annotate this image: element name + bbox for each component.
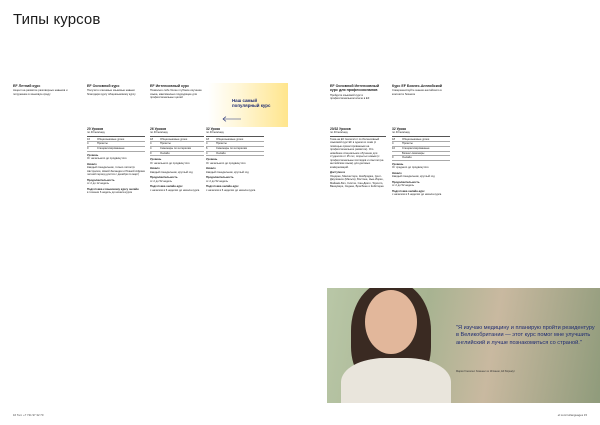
page-title: Типы курсов xyxy=(13,11,101,28)
course-description: Совершенствуйте знания английского в контексте бизнеса xyxy=(392,89,442,96)
lesson-type: Проекты xyxy=(216,142,227,146)
course-name: EF Интенсивный курс xyxy=(150,84,190,88)
duration-text: от 2 до 52 недель xyxy=(150,179,173,183)
course-details xyxy=(392,127,450,198)
lessons-count: 20 Уроков xyxy=(87,127,104,131)
lessons-count: 26 Уроков xyxy=(150,127,167,131)
start-text: Каждый понедельник, круглый год xyxy=(206,170,249,174)
duration-text: от 2 до 12 недель xyxy=(87,182,110,186)
level-text: От начального до продвинутого xyxy=(206,161,246,165)
lesson-type: Онлайн xyxy=(216,151,226,155)
course-header xyxy=(87,84,141,96)
duration-title: Продолжительность xyxy=(206,176,234,180)
start-title: Доступен в xyxy=(330,171,346,175)
divider xyxy=(206,136,264,137)
lesson-type: Общеязыковые уроки xyxy=(402,137,430,141)
lesson-type: Семинары по интересам xyxy=(216,147,247,151)
course-details xyxy=(206,127,264,194)
lesson-count: 4 xyxy=(87,142,89,146)
lessons-count: 32 Урока xyxy=(392,127,407,131)
start-text: Каждый понедельник, круглый год xyxy=(150,170,193,174)
online-title: Подготовка онлайн-курс xyxy=(150,185,183,189)
duration-text: от 2 до 52 недель xyxy=(392,184,415,188)
lesson-count: 16 xyxy=(87,137,90,141)
online-title: Подготовка онлайн-курс xyxy=(206,185,239,189)
student-quote: "Я изучаю медицину и планирую пройти резидентуру в Великобритании — этот курс помог мне улучшить английский и лучше познакомиться со страной." xyxy=(456,325,595,346)
lesson-count: 0 xyxy=(392,156,394,160)
course-details xyxy=(330,127,386,190)
lesson-row xyxy=(150,152,204,157)
lesson-row xyxy=(87,147,145,152)
duration-text: от 2 до 52 недель xyxy=(206,179,229,183)
start-text: Каждый понедельник, круглый год xyxy=(392,175,435,179)
level-title: Уровень xyxy=(392,162,404,166)
course-name: EF Основной Интенсивный курс для профессионалов xyxy=(330,84,380,93)
course-description: Позвольте себе более глубокое изучение языка, максимально подходящее для профессиональных целей xyxy=(150,89,202,100)
divider xyxy=(392,136,450,137)
lesson-type: Проекты xyxy=(97,142,108,146)
lessons-duration: по 40 мин/нед. xyxy=(150,131,169,134)
level-title: Уровень xyxy=(150,158,162,162)
online-text: с началом в 6 неделях до начала курса xyxy=(392,193,442,197)
duration-title: Продолжительность xyxy=(392,180,420,184)
lesson-count: 18 xyxy=(150,137,153,141)
lesson-type: Общеязыковые уроки xyxy=(160,137,188,141)
lesson-type: Проекты xyxy=(402,142,413,146)
lesson-count: 4 xyxy=(392,142,394,146)
lessons-duration: по 40 мин/нед. xyxy=(87,131,106,134)
lesson-type: Специализированные xyxy=(402,147,430,151)
start-title: Начало xyxy=(392,171,402,175)
lesson-type: Общеязыковые уроки xyxy=(216,137,244,141)
quote-signature: Мария Гонсалес Хименес из Испании, EF Борнмут xyxy=(456,370,516,373)
level-title: Уровень xyxy=(206,158,218,162)
duration-title: Продолжительность xyxy=(87,178,115,182)
lesson-count: 4 xyxy=(206,151,208,155)
course-header xyxy=(150,84,208,100)
lesson-count: 10 xyxy=(392,147,395,151)
online-text: в течение 6 недель до начала курса xyxy=(87,191,133,195)
divider xyxy=(330,136,386,137)
online-text: с началом в 6 неделях до начала курса xyxy=(150,188,200,192)
lesson-count: 4 xyxy=(206,142,208,146)
lesson-row xyxy=(206,152,264,157)
course-description: Акцент на развитие разговорных навыков и погружение в языковую среду xyxy=(13,89,68,96)
course-header xyxy=(13,84,71,96)
lesson-count: 4 xyxy=(150,142,152,146)
lesson-count xyxy=(392,152,398,156)
course-name: EF Летний курс xyxy=(13,84,41,88)
course-name: EF Основной курс xyxy=(87,84,120,88)
online-title: Подготовка онлайн-курс xyxy=(392,189,425,193)
duration-title: Продолжительность xyxy=(150,176,178,180)
course-details xyxy=(150,127,204,194)
online-title: Подготовка к языковому курсу онлайн xyxy=(87,187,139,191)
lesson-count: 0 xyxy=(150,151,152,155)
online-text: с началом в 6 неделях до начала курса xyxy=(206,188,256,192)
lesson-type: Семинары по интересам xyxy=(160,147,191,151)
lesson-count: 0 xyxy=(87,147,89,151)
level-text: От среднего до продвинутого xyxy=(392,166,429,170)
start-text: Каждый понедельник, только летом (в Австралии, Новой Зеландии и Южной Африке летний период длится с декабря по март) xyxy=(87,166,146,177)
lessons-duration: по 40 мин/нед. xyxy=(330,131,349,134)
course-details xyxy=(87,127,145,196)
lessons-duration: по 40 мин/нед. xyxy=(206,131,225,134)
course-header xyxy=(330,84,386,101)
course-header xyxy=(392,84,450,96)
level-text: От начального до продвинутого xyxy=(150,161,190,165)
lesson-type: Бизнес-семинары xyxy=(402,151,425,155)
lesson-count: 18 xyxy=(206,137,209,141)
course-name: Курс EF Бизнес-Английский xyxy=(392,84,442,88)
course-description: Пройдите языковой курс в профессиональном ключе в EF xyxy=(330,93,370,101)
lesson-type: Онлайн xyxy=(160,151,170,155)
footer-right: ef.com/ru/languages 15 xyxy=(557,413,587,417)
lesson-type: Онлайн xyxy=(402,156,412,160)
lesson-count: 18 xyxy=(392,137,395,141)
start-title: Начало xyxy=(206,167,216,171)
level-text: Тема на EF General от по Интенсивный языковой курс EF в одном из семи (с помощью ориентированным на профессиональное развитие). Это новейшее специальное обучение для студентов от 25 лет, открытых новым (с профессиональных взглядов и опытом (на английском языке) для деловых коммуникаций. xyxy=(330,137,384,169)
lesson-type: Общеязыковые уроки xyxy=(97,137,125,141)
start-title: Начало xyxy=(150,167,160,171)
course-description: Получите ключевые языковые навыки благодаря курсу общеязыковому курсу xyxy=(87,89,136,96)
divider xyxy=(87,136,145,137)
lesson-type: Специализированные xyxy=(97,147,125,151)
lessons-duration: по 40 мин/нед. xyxy=(392,131,411,134)
divider xyxy=(150,136,204,137)
lesson-count: 4 xyxy=(150,147,152,151)
lessons-count: 20/32 Уроков xyxy=(330,127,351,131)
lesson-count: 6 xyxy=(206,147,208,151)
lessons-count: 32 Урока xyxy=(206,127,221,131)
level-text: От начального до продвинутого xyxy=(87,157,127,161)
level-title: Уровень xyxy=(87,153,99,157)
start-text: Лондоне, Манчестере, Кембридже, Сент-Джулиансе (Мальта), Бостоне, Нью-Йорке, Майами-Бич, Сиэтле, Сан-Диего, Торонто, Ванкувере, Сиднее, Брисбене и Кейптауне xyxy=(330,174,384,189)
start-title: Начало xyxy=(87,162,97,166)
arrow-left-icon xyxy=(222,116,242,122)
lesson-row xyxy=(392,156,450,161)
lesson-type: Проекты xyxy=(160,142,171,146)
popular-course-label: Наш самый популярный курс xyxy=(232,98,271,108)
footer-left: 16 Тел: +7 721 97 32 70 xyxy=(13,413,44,417)
